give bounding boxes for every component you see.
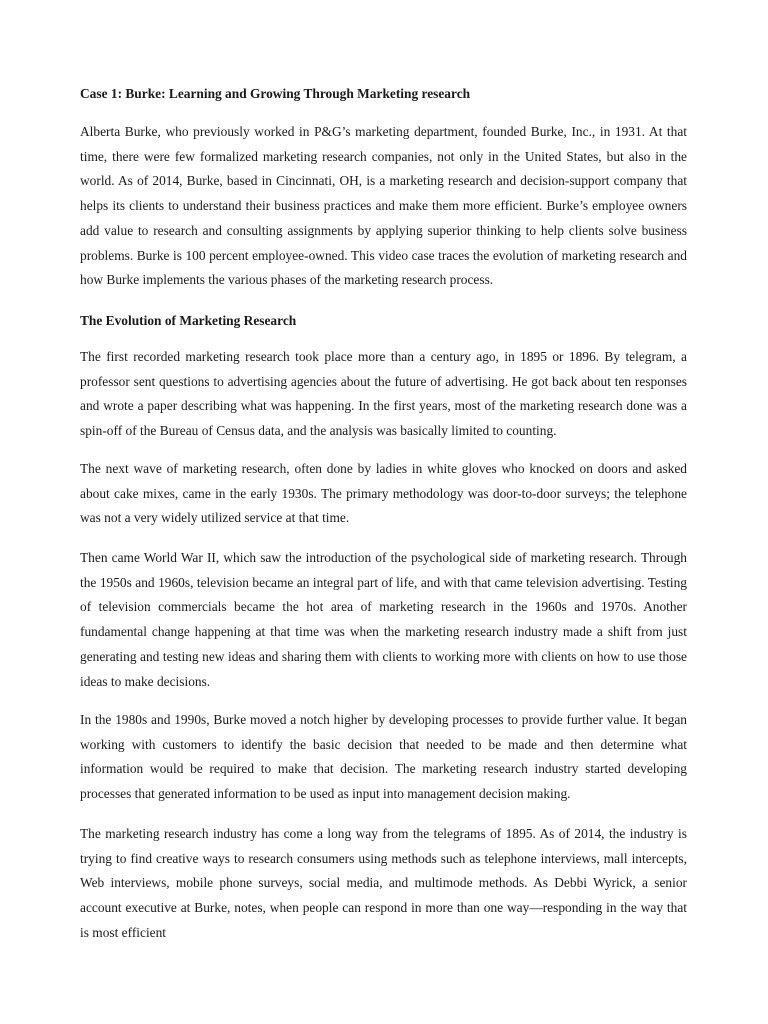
paragraph: The marketing research industry has come a long way from the telegrams of 1895. As of 2014, the industry is trying to find creative ways to research consumers using methods such as telephone interviews, mall intercepts, Web interviews, mobile phone surveys, social media, and multimode methods. As Debbi Wyrick, a senior account executive at Burke, notes, when people can respond in more than one way—responding in the way that is most efficient [80, 826, 687, 940]
case-title: Case 1: Burke: Learning and Growing Through Marketing research [80, 86, 471, 101]
section-heading: The Evolution of Marketing Research [80, 313, 297, 328]
paragraph: The first recorded marketing research took place more than a century ago, in 1895 or 1896. By telegram, a professor sent questions to advertising agencies about the future of advertising. He got back about ten responses and wrote a paper describing what was happening. In the first years, most of the marketing research done was a spin-off of the Bureau of Census data, and the analysis was basically limited to counting. [80, 349, 687, 439]
paragraph: Then came World War II, which saw the introduction of the psychological side of marketing research. Through the 1950s and 1960s, television became an integral part of life, and with that came television advertising. Testing of television commercials became the hot area of marketing research in the 1960s and 1970s. Another fundamental change happening at that time was when the marketing research industry made a shift from just generating and testing new ideas and sharing them with clients to working more with clients on how to use those ideas to make decisions. [80, 550, 687, 689]
paragraph: The next wave of marketing research, often done by ladies in white gloves who knocked on doors and asked about cake mixes, came in the early 1930s. The primary methodology was door-to-door surveys; the telephone was not a very widely utilized service at that time. [80, 461, 687, 526]
intro-paragraph: Alberta Burke, who previously worked in P&G’s marketing department, founded Burke, Inc., in 1931. At that time, there were few formalized marketing research companies, not only in the United States, but also in the world. As of 2014, Burke, based in Cincinnati, OH, is a marketing research and decision-support company that helps its clients to understand their business practices and make them more efficient. Burke’s employee owners add value to research and consulting assignments by applying superior thinking to help clients solve business problems. Burke is 100 percent employee-owned. This video case traces the evolution of marketing research and how Burke implements the various phases of the marketing research process. [80, 124, 687, 288]
paragraph: In the 1980s and 1990s, Burke moved a notch higher by developing processes to provide further value. It began working with customers to identify the basic decision that needed to be made and then determine what information would be required to make that decision. The marketing research industry started developing processes that generated information to be used as input into management decision making. [80, 712, 687, 802]
